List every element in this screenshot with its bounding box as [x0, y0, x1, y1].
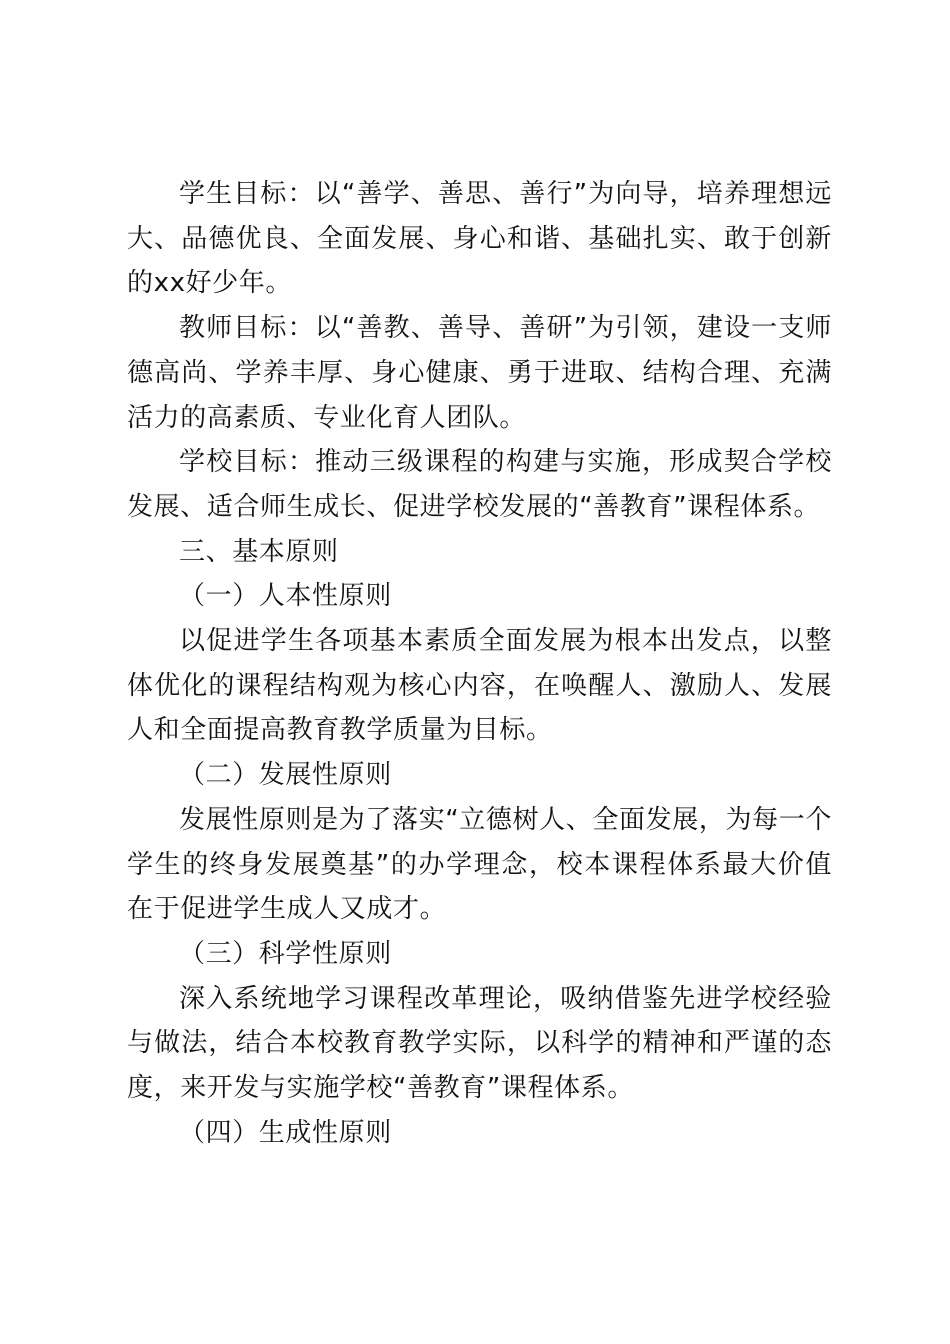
paragraph-school-goal: 学校目标：推动三级课程的构建与实施，形成契合学校发展、适合师生成长、促进学校发展的“善教育”课程体系。: [127, 447, 832, 522]
section-heading-basic-principles: 三、基本原则: [179, 536, 339, 567]
paragraph-scientific-principle: 深入系统地学习课程改革理论，吸纳借鉴先进学校经验与做法，结合本校教育教学实际，以科学的精神和严谨的态度，来开发与实施学校“善教育”课程体系。: [127, 983, 832, 1104]
paragraph-teacher-goal: 教师目标：以“善教、善导、善研”为引领，建设一支师德高尚、学养丰厚、身心健康、勇于进取、结构合理、充满活力的高素质、专业化育人团队。: [127, 313, 832, 433]
subheading-developmental-principle: （二）发展性原则: [179, 760, 392, 791]
subheading-humanistic-principle: （一）人本性原则: [179, 581, 392, 612]
paragraph-developmental-principle: 发展性原则是为了落实“立德树人、全面发展，为每一个学生的终身发展奠基”的办学理念，校本课程体系最大价值在于促进学生成人又成才。: [127, 804, 832, 925]
paragraph-humanistic-principle: 以促进学生各项基本素质全面发展为根本出发点，以整体优化的课程结构观为核心内容，在唤醒人、激励人、发展人和全面提高教育教学质量为目标。: [127, 626, 832, 746]
document-body: [127, 172, 832, 1155]
paragraph-student-goal: 学生目标：以“善学、善思、善行”为向导，培养理想远大、品德优良、全面发展、身心和谐、基础扎实、敢于创新的xx好少年。: [127, 179, 832, 299]
subheading-generative-principle: （四）生成性原则: [179, 1117, 392, 1148]
subheading-scientific-principle: （三）科学性原则: [179, 938, 392, 969]
